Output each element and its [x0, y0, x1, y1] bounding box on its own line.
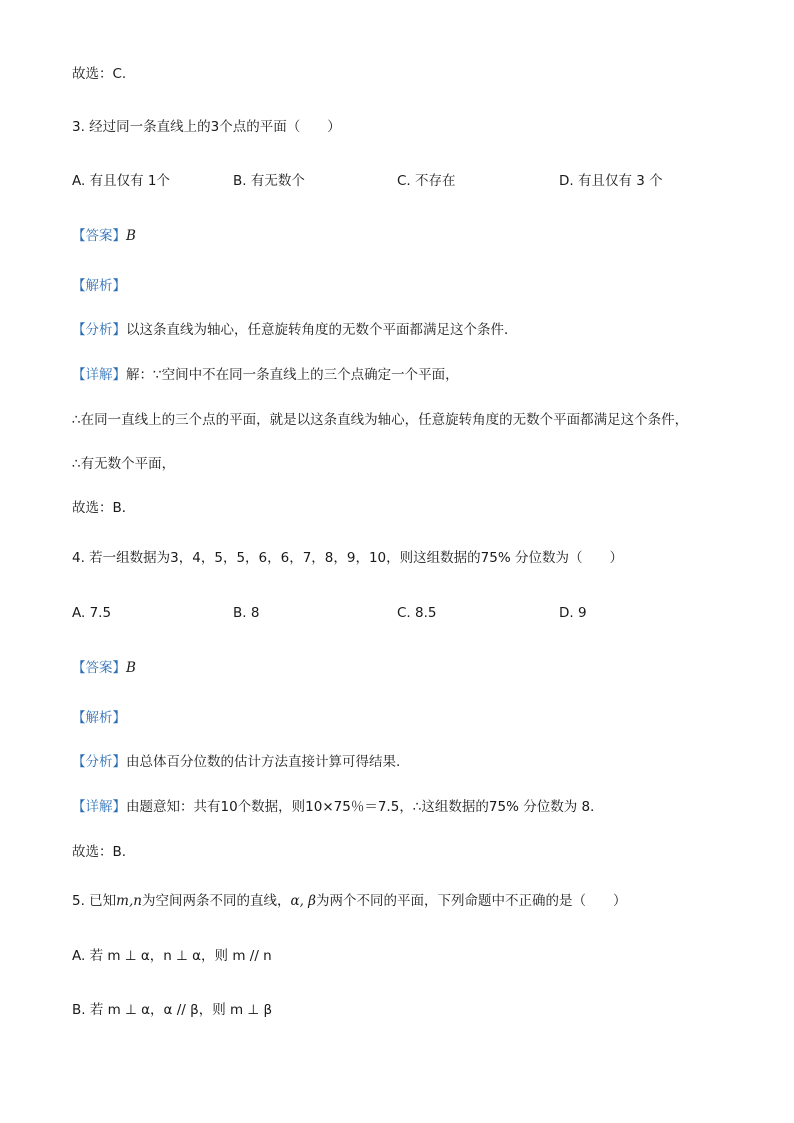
q3-answer: [72, 226, 136, 246]
q3-option-d: D. 有且仅有 3 个: [559, 173, 663, 189]
q5-question-mid: 为空间两条不同的直线，: [141, 893, 291, 909]
q4-analysis-tag: 【解析】: [72, 710, 126, 726]
q3-fenxi: [72, 320, 518, 340]
q5-math-mn: m,n: [116, 893, 142, 909]
xiangjie-text: 由题意知：共有10个数据，则10×75％＝7.5，∴这组数据的75% 分位数为 8．: [126, 799, 604, 815]
fenxi-tag: 【分析】: [72, 322, 126, 338]
q4-option-a: A. 7.5: [72, 605, 112, 621]
q5-option-b: B. 若 m ⊥ α，α // β，则 m ⊥ β: [72, 1002, 273, 1018]
q5-math-ab: α, β: [290, 893, 316, 909]
fenxi-text: 由总体百分位数的估计方法直接计算可得结果.: [126, 754, 401, 770]
q4-result: 故选：B.: [72, 844, 127, 860]
answer-tag: 【答案】: [72, 228, 126, 244]
q5-question-post: 为两个不同的平面，下列命题中不正确的是（ ）: [315, 893, 627, 909]
q5-option-a: A. 若 m ⊥ α，n ⊥ α，则 m // n: [72, 948, 272, 964]
q5-question: [72, 891, 626, 911]
q2-result: 故选：C.: [72, 66, 127, 82]
answer-value: B: [126, 228, 136, 244]
fenxi-text: 以这条直线为轴心，任意旋转角度的无数个平面都满足这个条件．: [126, 322, 518, 338]
xiangjie-tag: 【详解】: [72, 799, 126, 815]
q4-question: 4. 若一组数据为3，4，5，5，6，6，7，8，9，10，则这组数据的75% 分位数为（ ）: [72, 550, 623, 566]
q4-option-d: D. 9: [559, 605, 587, 621]
q4-option-b: B. 8: [233, 605, 260, 621]
q3-option-c: C. 不存在: [397, 173, 456, 189]
answer-value: B: [126, 660, 136, 676]
q3-question: 3. 经过同一条直线上的3个点的平面（ ）: [72, 119, 341, 135]
q4-xiangjie: [72, 797, 604, 817]
q4-option-c: C. 8.5: [397, 605, 437, 621]
xiangjie-tag: 【详解】: [72, 367, 126, 383]
fenxi-tag: 【分析】: [72, 754, 126, 770]
xiangjie-text: 解：∵空间中不在同一条直线上的三个点确定一个平面，: [126, 367, 459, 383]
q3-result: 故选：B．: [72, 500, 136, 516]
q3-solution-line2: ∴在同一直线上的三个点的平面，就是以这条直线为轴心，任意旋转角度的无数个平面都满足这个条件，: [72, 412, 689, 428]
q4-fenxi: [72, 752, 400, 772]
q3-xiangjie: [72, 365, 459, 385]
q3-option-a: A. 有且仅有 1个: [72, 173, 170, 189]
q4-answer: [72, 658, 136, 678]
q5-question-pre: 5. 已知: [72, 893, 117, 909]
q3-option-b: B. 有无数个: [233, 173, 305, 189]
answer-tag: 【答案】: [72, 660, 126, 676]
q3-analysis-tag: 【解析】: [72, 278, 126, 294]
q3-solution-line3: ∴有无数个平面，: [72, 456, 176, 472]
